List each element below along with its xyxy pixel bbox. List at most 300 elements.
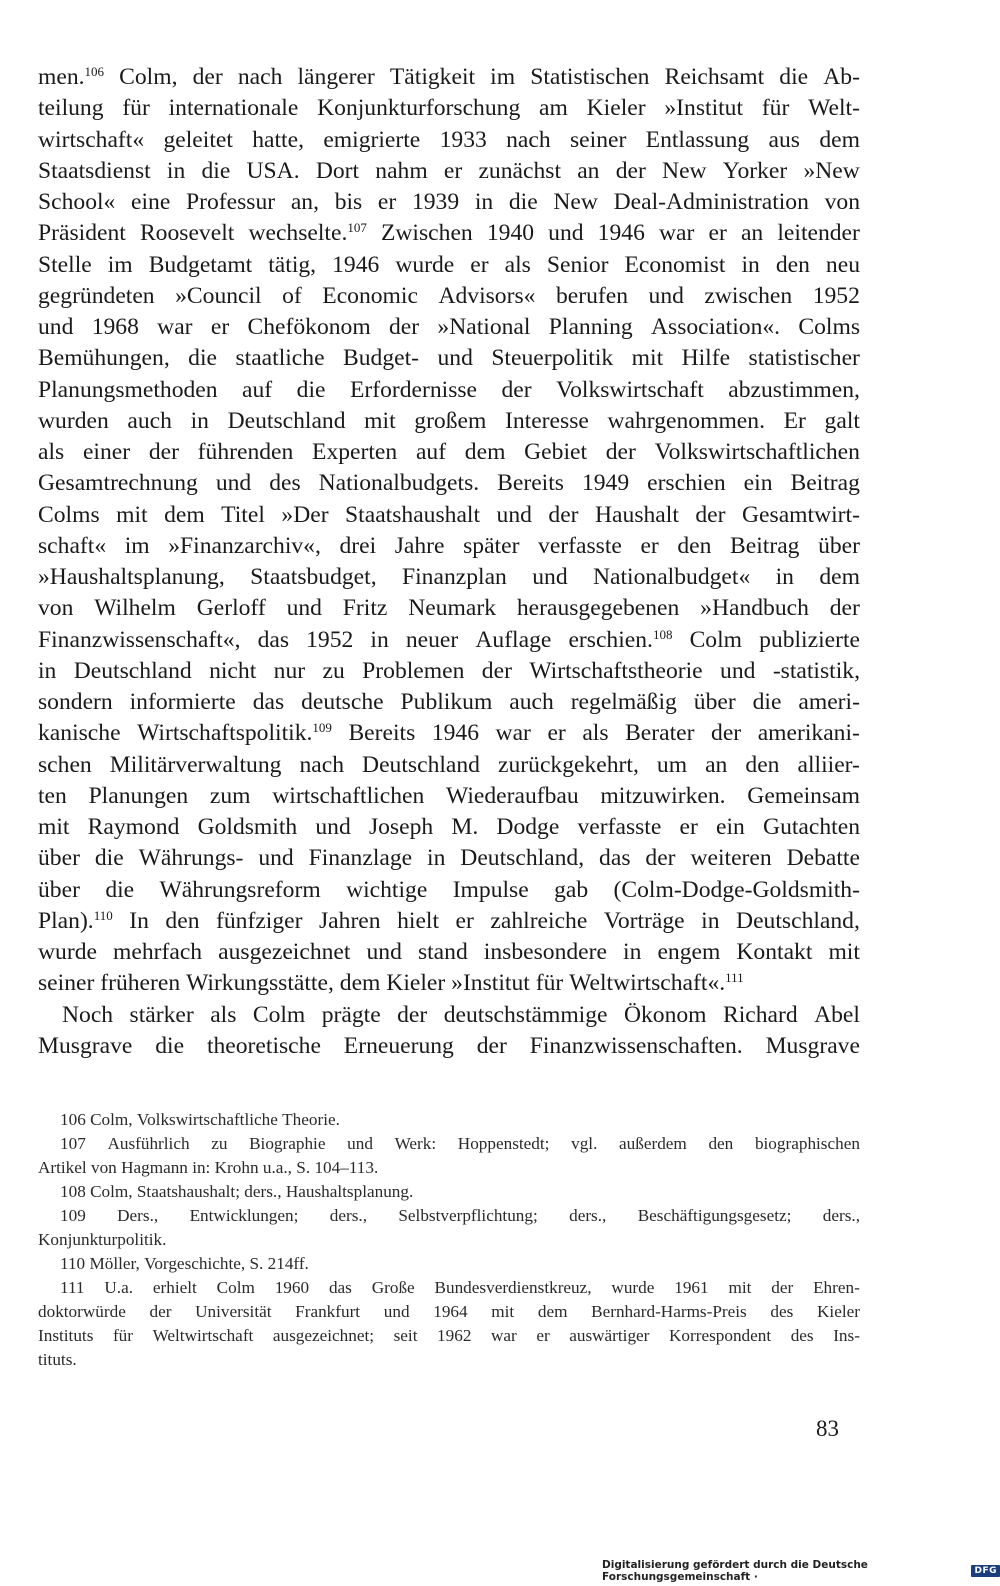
word: doktorwürde [38, 1302, 126, 1321]
word: Haushalt [595, 501, 679, 528]
word: als [582, 720, 609, 747]
footnotes [38, 1108, 860, 1372]
word: dem [164, 501, 205, 528]
word: der [501, 376, 532, 403]
word: abzustimmen, [728, 376, 860, 403]
word: und [347, 1134, 373, 1153]
word: Kieler [586, 95, 646, 122]
word: und [532, 564, 568, 590]
word: er [640, 532, 659, 559]
word: hatte, [252, 126, 304, 153]
word: Deutschland [362, 751, 480, 778]
word: ausgezeichnet [218, 939, 351, 965]
word: »Finanzarchiv«, [168, 532, 321, 559]
word: zwischen [704, 282, 793, 309]
word: seiner [569, 126, 627, 153]
word: 1960 [274, 1278, 310, 1297]
word: er [443, 157, 463, 184]
word: herausgegebenen [516, 595, 680, 622]
word: In [129, 907, 149, 934]
text-line [38, 781, 860, 812]
word: Finanzlage [308, 845, 413, 872]
word: Ausführlich [107, 1134, 190, 1153]
word: tätig, [268, 251, 317, 278]
word: weiteren [690, 845, 772, 872]
dfg-logo: DFG [971, 1565, 1000, 1577]
word: Beitrag [730, 532, 800, 559]
word: Bundesverdienstkreuz, [434, 1278, 592, 1297]
word: stand [417, 939, 468, 965]
word: Währungsreform [159, 876, 321, 903]
word: Stelle [38, 251, 92, 278]
word: Colm [689, 626, 743, 653]
word: »Institut [451, 970, 530, 997]
word: und [496, 501, 532, 528]
word: in [775, 564, 794, 590]
word: Advisors« [438, 282, 536, 309]
word: Wirtschaftstheorie [529, 657, 703, 684]
word: Problemen [362, 657, 465, 684]
word: und [315, 814, 351, 840]
word: nicht [209, 657, 257, 684]
word: auf [242, 376, 273, 403]
word: New [662, 157, 707, 184]
word: die [296, 376, 326, 403]
text-line [38, 718, 860, 749]
word: stärker [129, 1001, 194, 1028]
word: Ab- [823, 64, 860, 90]
word: Hagmann [121, 1158, 188, 1177]
word: Selbstverpflichtung; [398, 1206, 538, 1225]
word: der [476, 1032, 507, 1059]
word: Wirkungsstätte, [186, 970, 334, 997]
word: die [94, 845, 124, 872]
word: die [201, 157, 231, 184]
text-line [38, 62, 860, 93]
word: Staatshaushalt; [136, 1182, 240, 1201]
word: Budget- [343, 345, 420, 372]
word: Ehren- [813, 1278, 860, 1297]
word: dem [537, 1302, 568, 1321]
word: Plan).$^{110}$ [38, 907, 113, 934]
word: er [377, 189, 397, 215]
word: Hilfe [681, 345, 731, 372]
word: Colm, [119, 64, 178, 90]
word: tituts. [38, 1350, 77, 1369]
word: in [166, 157, 186, 184]
word: der [148, 439, 179, 465]
word: Universität [195, 1302, 272, 1321]
word: emigrierte [323, 126, 421, 153]
word: mit [828, 939, 860, 965]
text-line [38, 1108, 860, 1132]
word: ameri- [798, 689, 860, 715]
word: 1962 [437, 1326, 472, 1345]
word: Entwicklungen; [189, 1206, 299, 1225]
word: 104–113. [314, 1158, 379, 1177]
body-text [38, 62, 860, 1062]
word: wichtige [346, 876, 428, 903]
word: Noch [62, 1001, 114, 1028]
footnote-marker: 111 [725, 970, 744, 986]
word: Weltwirtschaft«.$^{111}$ [569, 970, 744, 997]
word: Volkswirtschaftlichen [654, 439, 860, 465]
word: nahm [375, 157, 428, 184]
word: er [455, 907, 474, 934]
word: Ins- [833, 1326, 860, 1345]
word: den [165, 907, 200, 934]
word: Welt- [808, 95, 860, 122]
word: für [112, 1326, 133, 1345]
word: 1952 [306, 626, 354, 653]
word: Senior [546, 251, 609, 278]
word: und [286, 595, 322, 622]
word: ein [716, 814, 745, 840]
word: Frankfurt [295, 1302, 361, 1321]
word: für [122, 95, 150, 122]
word: Erfordernisse [349, 376, 478, 403]
word: Gesamtrechnung [38, 470, 198, 497]
word: als [504, 251, 531, 278]
word: auch [509, 689, 554, 715]
word: zu [322, 657, 345, 684]
word: drei [339, 532, 377, 559]
word: 1968 [91, 314, 139, 340]
digitization-footer [602, 1559, 1000, 1583]
word: war [658, 220, 695, 247]
word: Möller, [89, 1254, 140, 1273]
word: erschien.$^{108}$ [568, 626, 673, 653]
word: Staatsbudget, [250, 564, 377, 590]
footnote-marker: 109 [312, 720, 332, 736]
word: Titel [221, 501, 265, 528]
word: Wiederaufbau [446, 782, 579, 809]
word: teilung [38, 95, 104, 122]
word: er [547, 720, 566, 747]
word: früheren [100, 970, 181, 997]
word: Publikum [400, 689, 493, 715]
word: 110 [60, 1254, 86, 1273]
word: Yorker [722, 157, 788, 184]
page-number: 83 [816, 1416, 839, 1441]
word: Interesse [505, 407, 589, 434]
word: Bernhard-Harms-Preis [591, 1302, 747, 1321]
word: Auflage [475, 626, 552, 653]
word: für [761, 95, 790, 122]
word: Colm, [90, 1182, 133, 1201]
word: und [215, 470, 252, 497]
text-line [38, 1324, 860, 1348]
word: wechselte.$^{107}$ [248, 220, 367, 247]
word: Colms [798, 314, 860, 340]
word: schen [38, 751, 92, 778]
word: erschien [647, 470, 726, 497]
word: 1946 [431, 720, 479, 747]
footer-text: Digitalisierung gefördert durch die Deutsche Forschungsgemeinschaft · [602, 1559, 868, 1583]
word: Association«. [650, 314, 781, 340]
word: er [210, 314, 230, 340]
word: dem [464, 439, 506, 465]
word: der [711, 720, 742, 747]
word: Economist [624, 251, 726, 278]
word: ders., [329, 1206, 367, 1225]
word: Planungen [88, 782, 189, 809]
text-line [38, 1252, 860, 1276]
word: war [495, 720, 531, 747]
word: die [779, 64, 809, 90]
word: später [463, 532, 520, 559]
word: amerikani- [757, 720, 860, 747]
word: der [771, 1278, 794, 1297]
word: Kieler [386, 970, 446, 997]
word: Biographie [249, 1134, 326, 1153]
word: zum [209, 782, 251, 809]
word: um [656, 751, 688, 778]
word: School« [38, 189, 116, 215]
text-line [38, 562, 860, 593]
word: Planning [548, 314, 633, 340]
word: biographischen [754, 1134, 860, 1153]
word: 1940 [486, 220, 535, 247]
word: und [258, 845, 294, 872]
word: Goldsmith [197, 814, 298, 840]
text-line [38, 218, 860, 249]
word: gab [554, 876, 589, 903]
word: 106 [60, 1110, 86, 1129]
text-line [38, 843, 860, 874]
word: das [257, 626, 290, 653]
word: Fritz [342, 595, 388, 622]
text-line [38, 1031, 860, 1062]
word: Deutschland, [736, 907, 860, 934]
word: neu [825, 251, 860, 278]
word: wurden [38, 407, 109, 434]
word: Er [783, 407, 806, 434]
word: und [648, 282, 684, 309]
word: Richard [722, 1001, 798, 1028]
text-line [38, 343, 860, 374]
word: und [38, 314, 74, 340]
text-line [38, 1180, 860, 1204]
word: 108 [60, 1182, 86, 1201]
word: mitzuwirken. [600, 782, 726, 809]
word: Präsident [38, 220, 126, 247]
word: zahlreiche [490, 907, 588, 934]
word: längerer [297, 64, 375, 90]
word: 111 [60, 1278, 85, 1297]
word: Economic [322, 282, 418, 309]
word: seiner [38, 970, 95, 997]
word: wirtschaft« [38, 126, 145, 153]
text-line [38, 1000, 860, 1031]
word: mit [38, 814, 70, 840]
word: Planungsmethoden [38, 376, 218, 403]
word: mit [491, 1302, 515, 1321]
word: den [708, 1134, 734, 1153]
word: schaft« [38, 532, 107, 559]
word: Staatshaushalt [345, 501, 481, 528]
word: über [38, 845, 80, 872]
word: Raymond [87, 814, 180, 840]
text-line [38, 593, 860, 624]
word: prägte [321, 1001, 381, 1028]
word: mehrfach [113, 939, 203, 965]
word: an [577, 157, 600, 184]
word: einer [82, 439, 131, 465]
word: in [38, 657, 57, 684]
word: Werk: [394, 1134, 437, 1153]
word: Jahre [394, 532, 445, 559]
word: der [829, 595, 860, 622]
word: in [701, 907, 720, 934]
word: in: [192, 1158, 211, 1177]
word: am [539, 95, 568, 122]
word: Neumark [408, 595, 496, 622]
text-line [38, 750, 860, 781]
word: Kontakt [736, 939, 813, 965]
word: kanische [38, 720, 121, 747]
word: Gutachten [763, 814, 860, 840]
word: Große [371, 1278, 415, 1297]
word: deutschstämmige [443, 1001, 608, 1028]
word: großem [414, 407, 487, 434]
word: verfasste [577, 814, 662, 840]
word: außerdem [619, 1134, 687, 1153]
word: Tätigkeit [389, 64, 476, 90]
word: auch [127, 407, 172, 434]
word: als [38, 439, 65, 465]
word: der [481, 657, 512, 684]
footnote-marker: 107 [347, 220, 367, 236]
word: nach [506, 126, 551, 153]
word: Bereits [497, 470, 564, 497]
word: der [605, 439, 636, 465]
word: den [745, 751, 780, 778]
word: in [623, 939, 642, 965]
word: für [535, 970, 564, 997]
word: Deutschland [73, 657, 192, 684]
text-line [38, 187, 860, 218]
word: Theorie. [282, 1110, 340, 1129]
word: in [474, 189, 494, 215]
word: S. [296, 1158, 311, 1177]
word: sondern [38, 689, 113, 715]
word: der [548, 501, 579, 528]
word: er [536, 1326, 550, 1345]
word: Währungs- [138, 845, 244, 872]
word: als [210, 1001, 237, 1028]
word: in [190, 407, 209, 434]
word: Nationalbudgets. [318, 470, 480, 497]
word: Bereits [348, 720, 416, 747]
text-line [38, 937, 860, 968]
word: und [437, 345, 473, 372]
word: des [269, 470, 301, 497]
word: Volkswirtschaft [556, 376, 704, 403]
text-line [38, 656, 860, 687]
word: des [770, 1302, 794, 1321]
word: erhielt [152, 1278, 197, 1297]
word: 107 [60, 1134, 86, 1153]
word: Professur [186, 189, 276, 215]
word: geleitet [163, 126, 233, 153]
word: S. [249, 1254, 264, 1273]
word: nach [237, 64, 283, 90]
word: »Institut [664, 95, 744, 122]
word: internationale [168, 95, 299, 122]
word: bis [334, 189, 363, 215]
word: das [328, 1278, 352, 1297]
word: Musgrave [38, 1032, 133, 1059]
word: 1964 [433, 1302, 468, 1321]
word: Wilhelm [94, 595, 176, 622]
text-line [38, 93, 860, 124]
word: Jahren [319, 907, 381, 934]
word: im [124, 532, 150, 559]
word: war [490, 1326, 517, 1345]
word: mit [631, 345, 664, 372]
word: Wirtschaftspolitik.$^{109}$ [137, 720, 332, 747]
word: fünfziger [216, 907, 303, 934]
word: nach [299, 751, 345, 778]
word: »Handbuch [700, 595, 809, 622]
word: Ökonom [623, 1001, 707, 1028]
word: Beitrag [790, 470, 860, 497]
word: Erneuerung [343, 1032, 454, 1059]
word: Gesamtwirt- [742, 501, 860, 528]
text-line [38, 812, 860, 843]
word: ten [38, 782, 67, 809]
word: Zwischen [380, 220, 473, 247]
word: Finanzwissenschaften. [529, 1032, 743, 1059]
text-line [38, 1204, 860, 1228]
word: »Der [281, 501, 329, 528]
word: Statistischen [530, 64, 650, 90]
text-line [38, 406, 860, 437]
word: über [693, 689, 736, 715]
word: informierte [129, 689, 236, 715]
word: mit [728, 1278, 752, 1297]
word: wirtschaftlichen [272, 782, 425, 809]
word: Colm [216, 1278, 255, 1297]
word: gegründeten [38, 282, 155, 309]
word: wurde [395, 251, 455, 278]
word: in [427, 845, 446, 872]
word: Instituts [38, 1326, 94, 1345]
word: Dodge [496, 814, 560, 840]
word: Joseph [368, 814, 434, 840]
word: insbesondere [483, 939, 607, 965]
word: an [740, 220, 764, 247]
word: Budgetamt [148, 251, 253, 278]
word: Colm, [90, 1110, 133, 1129]
word: ders., [569, 1206, 607, 1225]
word: der [615, 157, 646, 184]
word: Colms [38, 501, 100, 528]
word: zunächst [478, 157, 561, 184]
text-line [38, 468, 860, 499]
word: ders., [244, 1182, 282, 1201]
text-line [38, 125, 860, 156]
word: und [383, 1302, 410, 1321]
text-line [38, 1348, 860, 1372]
word: U.a. [104, 1278, 134, 1297]
word: u.a., [262, 1158, 292, 1177]
word: galt [824, 407, 860, 434]
word: Staatsdienst [38, 157, 151, 184]
word: mit [116, 501, 148, 528]
word: »Council [175, 282, 262, 309]
